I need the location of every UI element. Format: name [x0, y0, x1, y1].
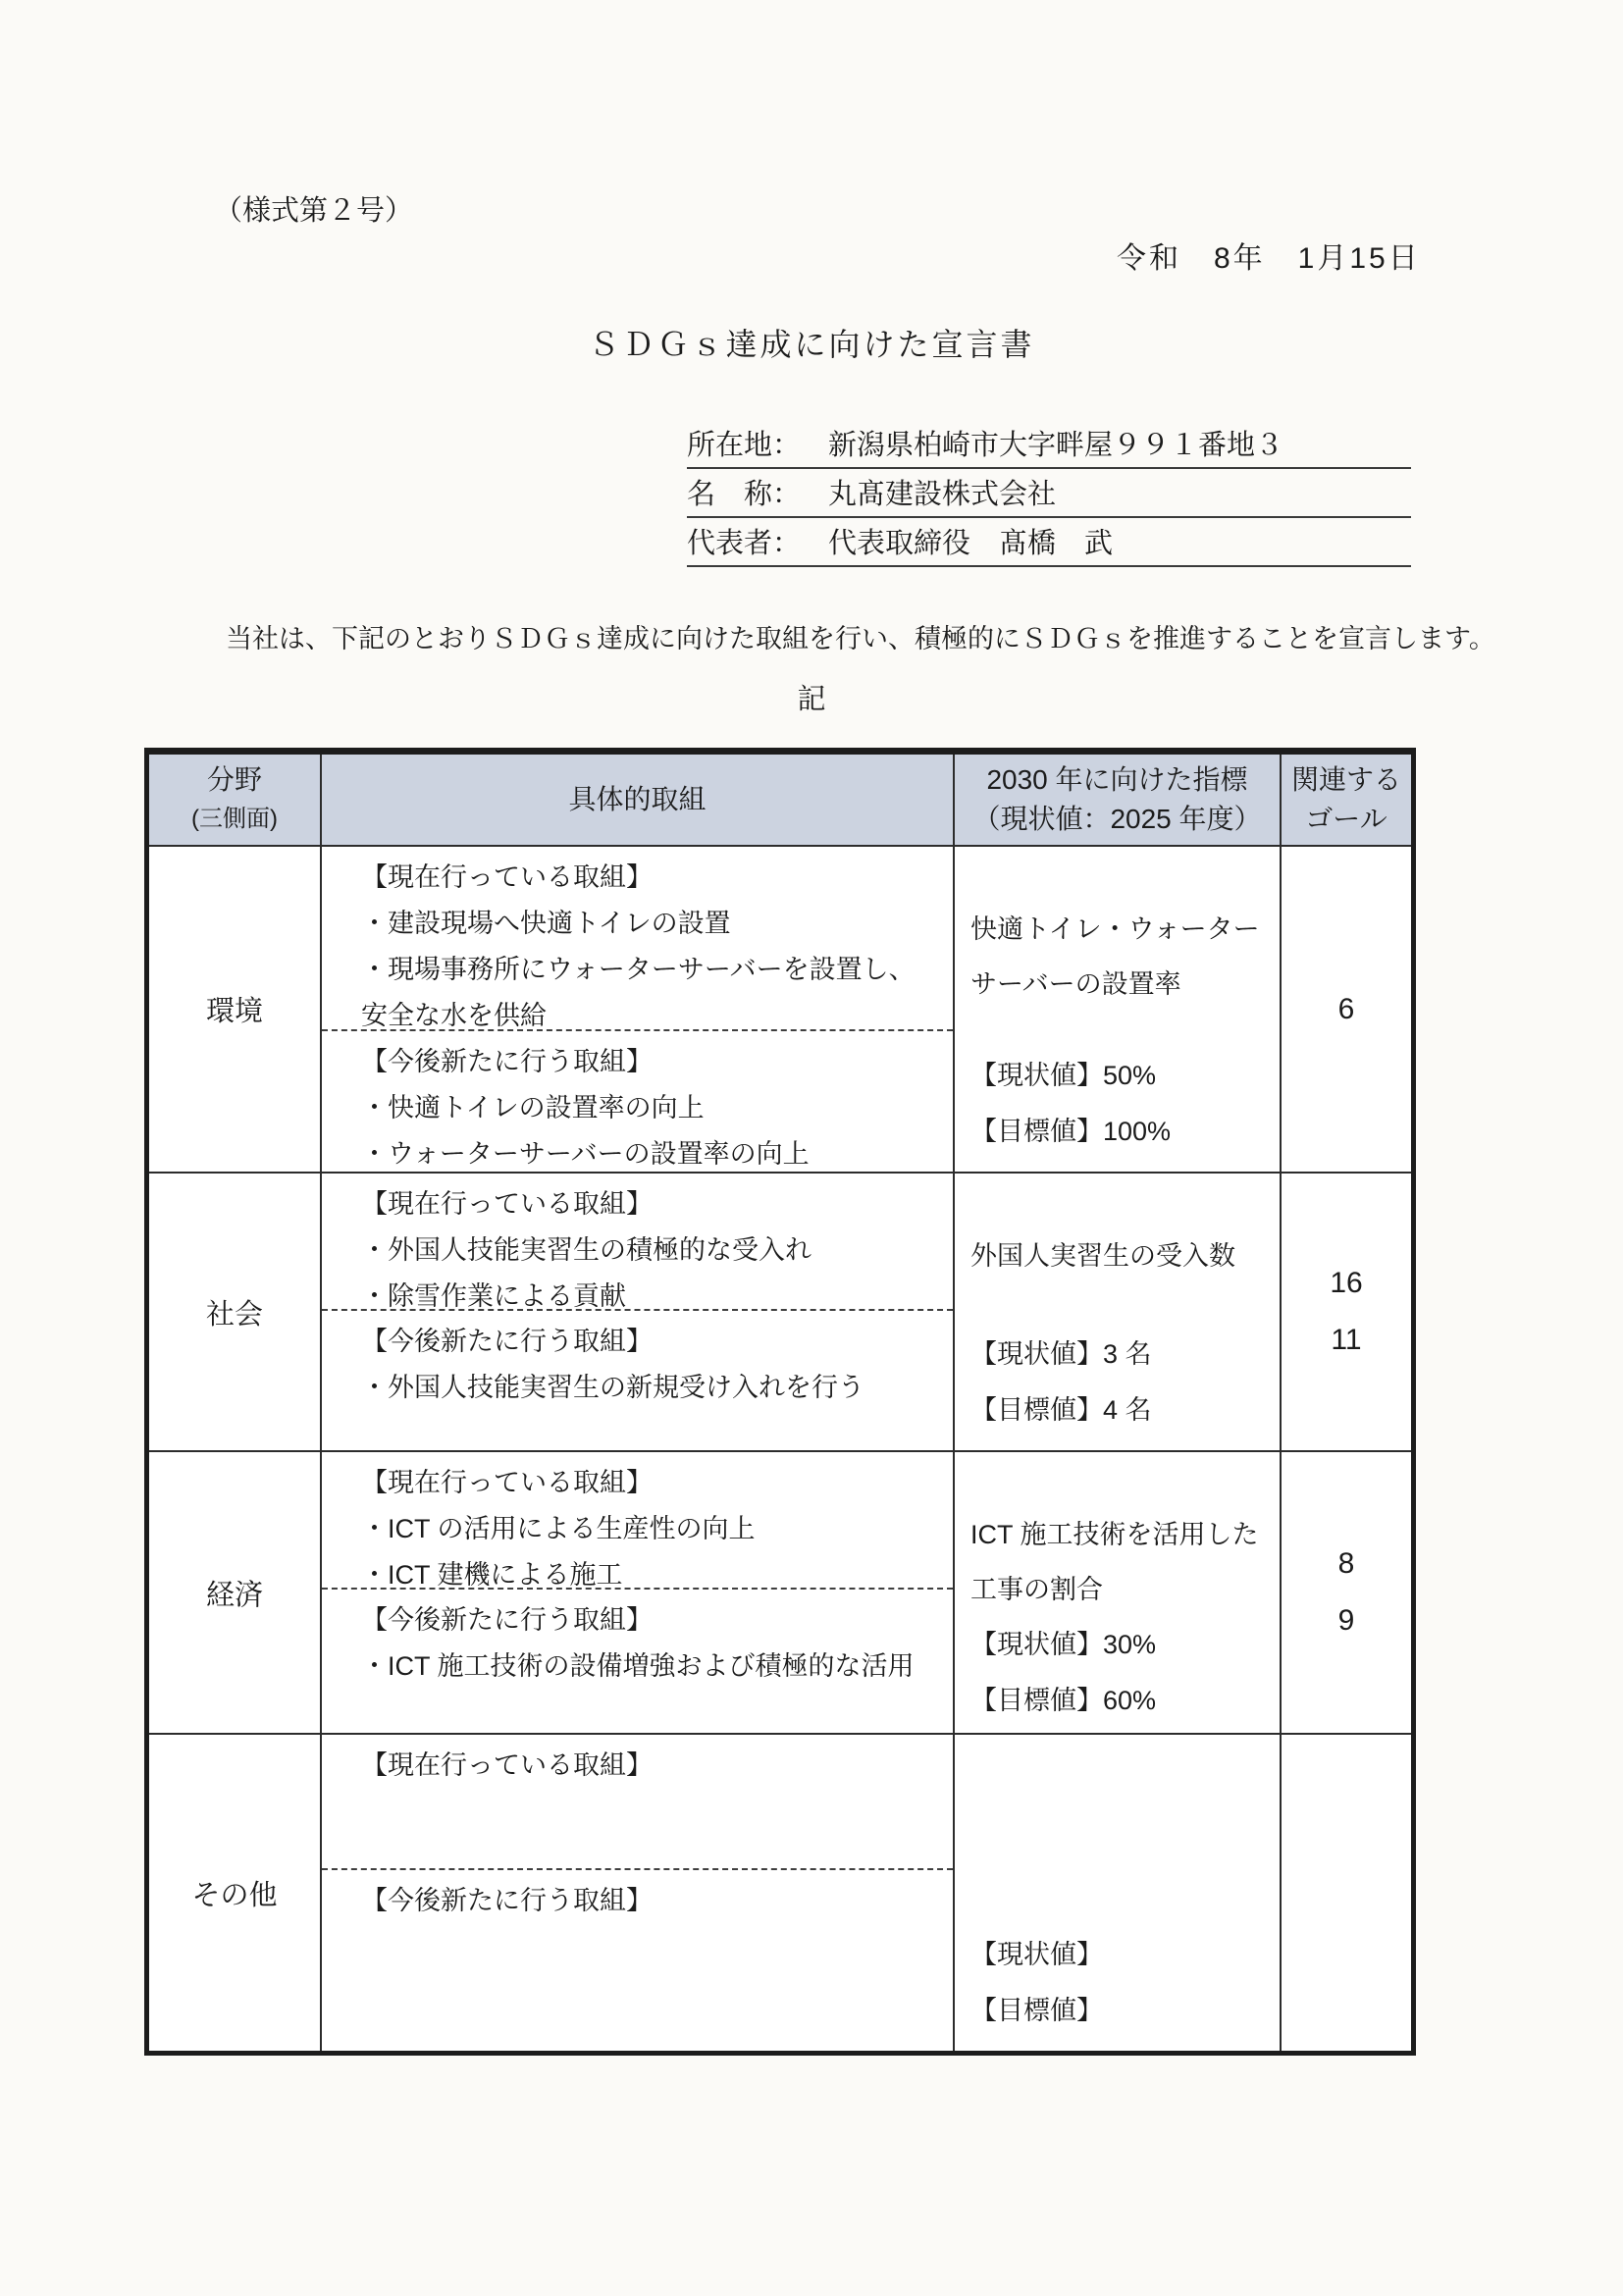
document-title: ＳＤＧｓ達成に向けた宣言書 — [588, 327, 1035, 362]
table-row-economy — [149, 1450, 1411, 1733]
category-cell: 社会 — [149, 1174, 322, 1450]
declaration-sentence: 当社は、下記のとおりＳＤＧｓ達成に向けた取組を行い、積極的にＳＤＧｓを推進することを宣言します。 — [226, 624, 1495, 653]
future-initiatives-block — [322, 1031, 953, 1177]
header-field-sub: (三側面) — [191, 806, 278, 832]
current-item: ・外国人技能実習生の積極的な受入れ — [361, 1235, 812, 1265]
company-name-label: 名 称： — [687, 479, 802, 510]
header-initiatives — [322, 755, 955, 845]
target-value: 【目標値】4 名 — [970, 1395, 1152, 1425]
goals-cell — [1282, 1452, 1411, 1733]
form-number: （様式第２号） — [214, 195, 414, 227]
current-item: ・現場事務所にウォーターサーバーを設置し、安全な水を供給 — [361, 955, 916, 1030]
table-row-other — [149, 1733, 1411, 2051]
future-initiatives-block — [322, 1311, 953, 1411]
current-item: ・ICT 建機による施工 — [361, 1560, 623, 1590]
current-title: 【現在行っている取組】 — [361, 1189, 653, 1219]
company-location-row — [687, 420, 1411, 469]
target-value: 【目標値】 — [970, 1996, 1103, 2025]
header-indicator-line1: 2030 年に向けた指標 — [986, 764, 1248, 795]
future-initiatives-block — [322, 1590, 953, 1690]
indicator-cell — [955, 1452, 1282, 1733]
target-value: 【目標値】100% — [970, 1117, 1172, 1146]
category-cell: 環境 — [149, 847, 322, 1172]
current-initiatives-block — [322, 1174, 953, 1311]
representative-value: 代表取締役 髙橋 武 — [828, 528, 1114, 559]
document-date: 令和 8年 1月15日 — [1117, 242, 1421, 275]
goals-cell — [1282, 1174, 1411, 1450]
goal-number: 6 — [1337, 992, 1355, 1025]
indicator-cell — [955, 1735, 1282, 2051]
future-initiatives-block — [322, 1870, 953, 1924]
future-title: 【今後新たに行う取組】 — [361, 1605, 653, 1635]
goal-number: 11 — [1331, 1324, 1362, 1356]
header-goals-line1: 関連する — [1290, 764, 1401, 795]
category-cell: 経済 — [149, 1452, 322, 1733]
initiatives-cell — [322, 1174, 955, 1450]
company-name-value: 丸髙建設株式会社 — [828, 479, 1057, 510]
list-marker: 記 — [797, 684, 826, 715]
target-value: 【目標値】60% — [970, 1686, 1157, 1715]
table-header-row — [149, 755, 1411, 845]
future-item: ・外国人技能実習生の新規受け入れを行う — [361, 1373, 864, 1402]
header-field — [149, 755, 322, 845]
future-item: ・快適トイレの設置率の向上 — [361, 1093, 705, 1122]
future-item: ・ウォーターサーバーの設置率の向上 — [361, 1139, 810, 1169]
header-indicator-line2: （現状値：2025 年度） — [972, 804, 1262, 834]
representative-label: 代表者： — [687, 528, 802, 559]
header-initiatives-label: 具体的取組 — [568, 784, 707, 814]
company-representative-row — [687, 518, 1411, 567]
goals-cell — [1282, 847, 1411, 1172]
header-goals-line2: ゴール — [1305, 804, 1387, 834]
sdgs-table — [144, 748, 1416, 2056]
table-row-environment — [149, 845, 1411, 1172]
location-label: 所在地： — [687, 430, 802, 461]
company-info-block — [687, 420, 1411, 567]
indicator-values — [970, 1048, 1264, 1160]
indicator-cell — [955, 1174, 1282, 1450]
future-item: ・ICT 施工技術の設備増強および積極的な活用 — [361, 1651, 915, 1681]
current-value: 【現状値】3 名 — [970, 1339, 1152, 1369]
initiatives-cell — [322, 1452, 955, 1733]
header-indicator — [955, 755, 1282, 845]
future-title: 【今後新たに行う取組】 — [361, 1886, 653, 1915]
indicator-text: ICT 施工技術を活用した工事の割合 — [970, 1520, 1259, 1604]
current-value: 【現状値】 — [970, 1940, 1103, 1969]
indicator-cell — [955, 847, 1282, 1172]
company-name-row — [687, 469, 1411, 518]
current-value: 【現状値】30% — [970, 1630, 1157, 1659]
indicator-text: 快適トイレ・ウォーターサーバーの設置率 — [970, 914, 1260, 999]
table-row-society — [149, 1172, 1411, 1450]
future-title: 【今後新たに行う取組】 — [361, 1327, 653, 1356]
current-item: ・建設現場へ快適トイレの設置 — [361, 909, 731, 938]
initiatives-cell — [322, 847, 955, 1172]
current-title: 【現在行っている取組】 — [361, 1468, 653, 1497]
category-cell: その他 — [149, 1735, 322, 2051]
goal-number: 9 — [1337, 1604, 1355, 1637]
current-initiatives-block — [322, 1452, 953, 1590]
initiatives-cell — [322, 1735, 955, 2051]
indicator-values — [970, 1327, 1264, 1438]
goal-number: 16 — [1330, 1267, 1363, 1299]
current-initiatives-block — [322, 847, 953, 1031]
header-goals — [1282, 755, 1411, 845]
current-value: 【現状値】50% — [970, 1061, 1157, 1090]
header-field-main: 分野 — [206, 764, 262, 795]
current-item: ・除雪作業による貢献 — [361, 1281, 626, 1311]
indicator-values — [970, 1617, 1264, 1729]
location-value: 新潟県柏崎市大字畔屋９９１番地３ — [828, 430, 1284, 461]
current-item: ・ICT の活用による生産性の向上 — [361, 1514, 756, 1543]
current-title: 【現在行っている取組】 — [361, 1750, 653, 1780]
indicator-text: 外国人実習生の受入数 — [970, 1241, 1235, 1271]
goals-cell — [1282, 1735, 1411, 2051]
goal-number: 8 — [1337, 1547, 1355, 1580]
future-title: 【今後新たに行う取組】 — [361, 1047, 653, 1076]
current-initiatives-block — [322, 1735, 953, 1870]
current-title: 【現在行っている取組】 — [361, 862, 653, 892]
indicator-values — [970, 1927, 1264, 2039]
